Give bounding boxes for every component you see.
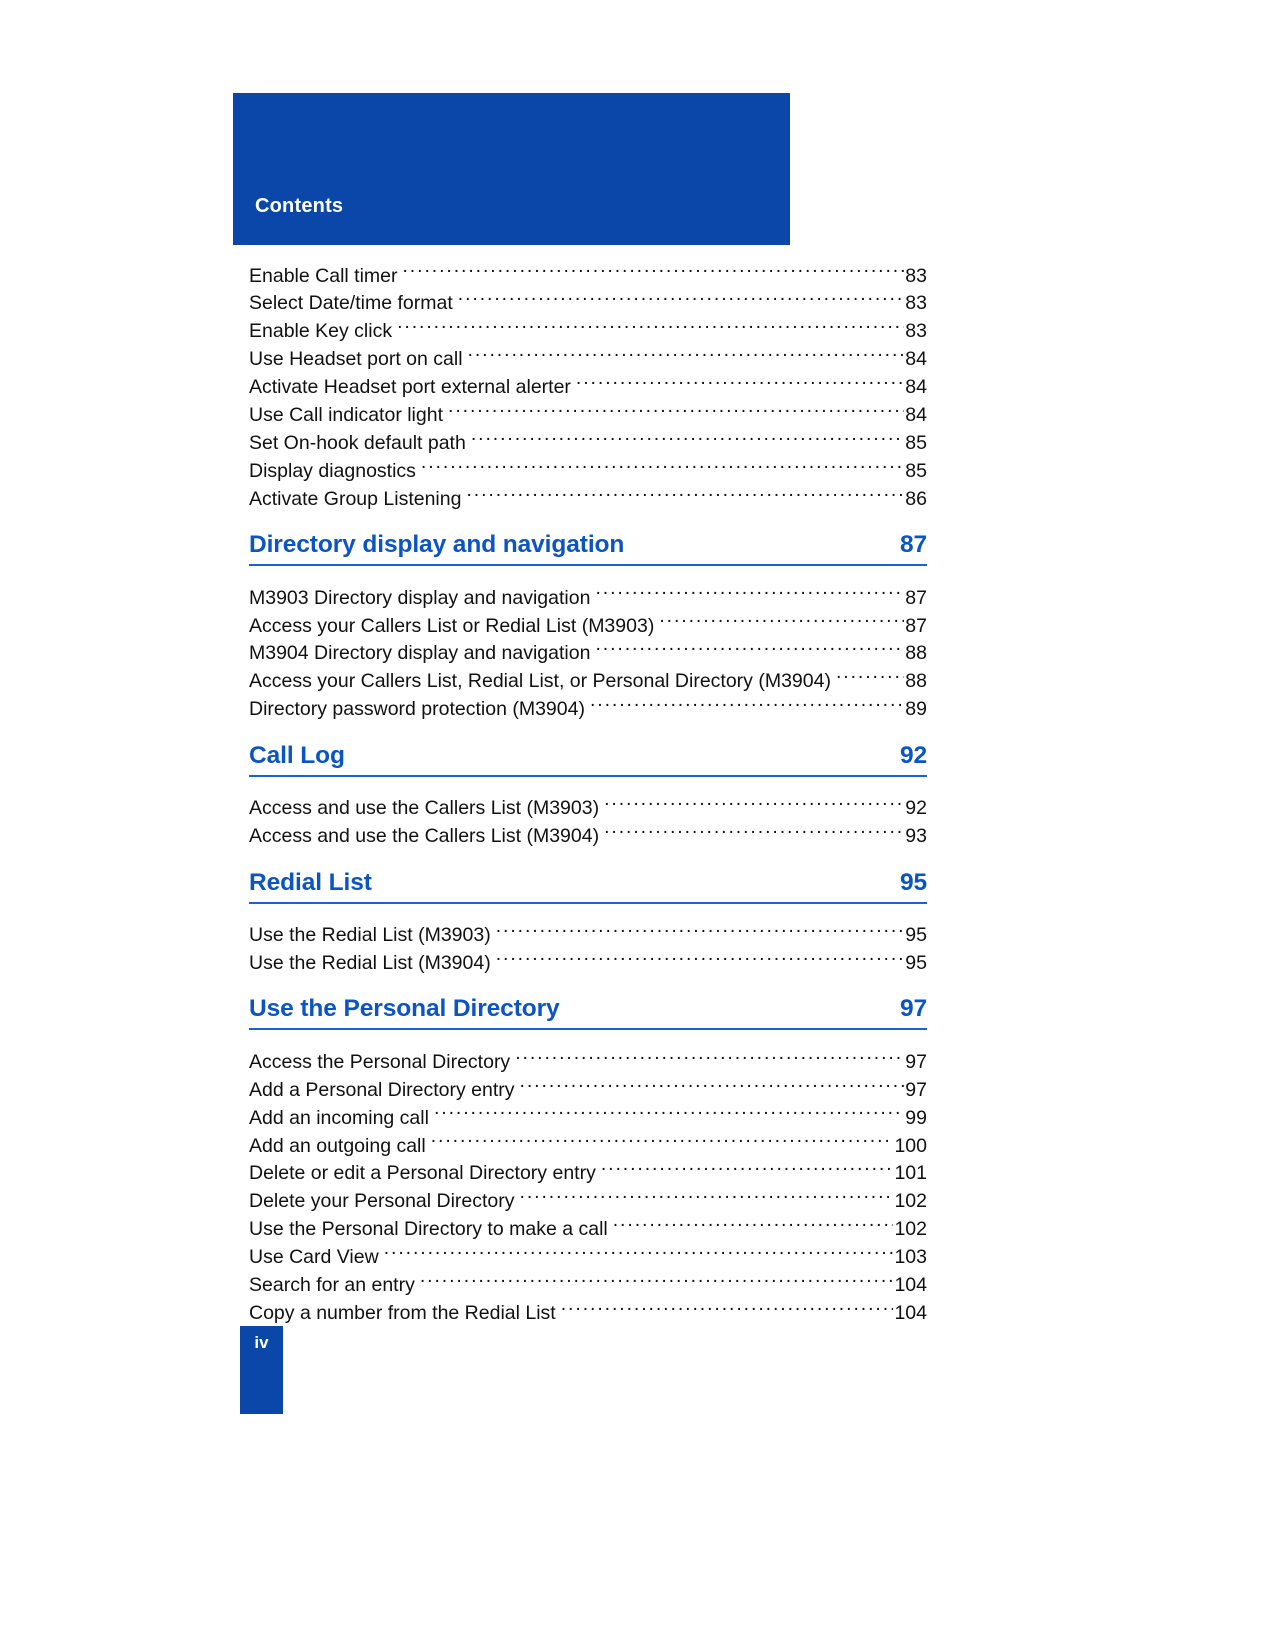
- toc-entry-page-number: 86: [905, 487, 927, 510]
- toc-section-heading[interactable]: [249, 741, 927, 777]
- toc-entry[interactable]: [249, 1244, 927, 1272]
- contents-banner: [233, 93, 790, 245]
- toc-entry-leader-dots: [520, 1076, 905, 1096]
- toc-entry-page-number: 87: [905, 586, 927, 609]
- toc-entry-page-number: 83: [905, 264, 927, 287]
- toc-entry-leader-dots: [471, 429, 904, 449]
- toc-entry-leader-dots: [613, 1216, 894, 1236]
- toc-entry[interactable]: [249, 346, 927, 374]
- toc-entry-leader-dots: [604, 823, 904, 843]
- toc-entry-label: Copy a number from the Redial List: [249, 1301, 556, 1324]
- table-of-contents: [249, 262, 927, 1327]
- toc-entry[interactable]: [249, 1188, 927, 1216]
- toc-entry-label: Add an incoming call: [249, 1106, 429, 1129]
- toc-entry-label: Select Date/time format: [249, 292, 453, 315]
- toc-section-rule: [249, 564, 927, 566]
- toc-section-heading[interactable]: [249, 868, 927, 904]
- toc-entry-label: Enable Key click: [249, 320, 393, 343]
- toc-section-page-number: 95: [899, 868, 927, 896]
- toc-entry[interactable]: [249, 402, 927, 430]
- toc-entry-page-number: 87: [905, 614, 927, 637]
- toc-entry-page-number: 102: [894, 1190, 927, 1213]
- toc-section-heading-row: [249, 994, 927, 1024]
- toc-entry-label: Directory password protection (M3904): [249, 698, 585, 721]
- toc-entry[interactable]: [249, 374, 927, 402]
- toc-entry-page-number: 104: [894, 1301, 927, 1324]
- toc-entry-leader-dots: [420, 1272, 894, 1292]
- toc-entry[interactable]: [249, 668, 927, 696]
- toc-entry-leader-dots: [397, 318, 904, 338]
- toc-entry-label: Access your Callers List or Redial List (M3903): [249, 614, 655, 637]
- toc-entry[interactable]: [249, 429, 927, 457]
- toc-entry-leader-dots: [431, 1132, 894, 1152]
- toc-entry-label: Access your Callers List, Redial List, or Personal Directory (M3904): [249, 670, 831, 693]
- toc-entry[interactable]: [249, 1132, 927, 1160]
- toc-entry-page-number: 92: [905, 797, 927, 820]
- toc-section-title: Call Log: [249, 741, 345, 769]
- toc-entry-group: [249, 584, 927, 724]
- toc-entry-leader-dots: [496, 949, 905, 969]
- toc-entry-page-number: 83: [905, 292, 927, 315]
- toc-section-heading[interactable]: [249, 994, 927, 1030]
- toc-entry-leader-dots: [458, 290, 905, 310]
- toc-entry-label: Delete your Personal Directory: [249, 1190, 515, 1213]
- toc-entry[interactable]: [249, 696, 927, 724]
- toc-entry[interactable]: [249, 1160, 927, 1188]
- toc-section-rule: [249, 902, 927, 904]
- toc-entry[interactable]: [249, 1048, 927, 1076]
- toc-entry[interactable]: [249, 922, 927, 950]
- toc-entry-page-number: 85: [905, 431, 927, 454]
- toc-entry-page-number: 89: [905, 698, 927, 721]
- toc-entry-label: Access the Personal Directory: [249, 1050, 511, 1073]
- toc-entry-page-number: 88: [905, 642, 927, 665]
- toc-entry-page-number: 100: [894, 1134, 927, 1157]
- toc-entry[interactable]: [249, 1076, 927, 1104]
- toc-entry-leader-dots: [836, 668, 904, 688]
- toc-entry-group: [249, 262, 927, 513]
- toc-entry[interactable]: [249, 612, 927, 640]
- toc-entry-leader-dots: [466, 485, 904, 505]
- toc-entry-label: Activate Headset port external alerter: [249, 376, 571, 399]
- toc-entry-label: Use Call indicator light: [249, 404, 444, 427]
- toc-entry-page-number: 83: [905, 320, 927, 343]
- toc-entry-label: M3904 Directory display and navigation: [249, 642, 591, 665]
- toc-entry-page-number: 84: [905, 404, 927, 427]
- toc-entry-label: Add an outgoing call: [249, 1134, 426, 1157]
- toc-entry[interactable]: [249, 1272, 927, 1300]
- toc-entry[interactable]: [249, 949, 927, 977]
- toc-entry-leader-dots: [384, 1244, 894, 1264]
- toc-entry-label: Access and use the Callers List (M3904): [249, 825, 600, 848]
- toc-section-title: Redial List: [249, 868, 372, 896]
- toc-entry-page-number: 95: [905, 951, 927, 974]
- toc-entry[interactable]: [249, 290, 927, 318]
- toc-entry-leader-dots: [590, 696, 904, 716]
- toc-entry-group: [249, 922, 927, 978]
- toc-entry-leader-dots: [402, 262, 904, 282]
- toc-entry-leader-dots: [520, 1188, 894, 1208]
- toc-entry[interactable]: [249, 584, 927, 612]
- toc-entry-leader-dots: [515, 1048, 904, 1068]
- toc-section-rule: [249, 1028, 927, 1030]
- toc-entry[interactable]: [249, 823, 927, 851]
- toc-entry-leader-dots: [595, 584, 904, 604]
- toc-entry-label: Access and use the Callers List (M3903): [249, 797, 600, 820]
- toc-entry-label: Add a Personal Directory entry: [249, 1078, 515, 1101]
- toc-entry[interactable]: [249, 318, 927, 346]
- toc-entry-page-number: 104: [894, 1274, 927, 1297]
- toc-entry-page-number: 102: [894, 1218, 927, 1241]
- toc-section-rule: [249, 775, 927, 777]
- toc-entry-label: M3903 Directory display and navigation: [249, 586, 591, 609]
- toc-section-heading-row: [249, 741, 927, 771]
- toc-entry[interactable]: [249, 485, 927, 513]
- toc-entry-label: Use Card View: [249, 1246, 379, 1269]
- folio-number: iv: [254, 1333, 269, 1352]
- toc-section-page-number: 97: [899, 995, 927, 1023]
- toc-entry-page-number: 97: [905, 1078, 927, 1101]
- toc-entry-label: Activate Group Listening: [249, 487, 462, 510]
- banner-title: Contents: [255, 195, 344, 217]
- toc-entry-label: Search for an entry: [249, 1274, 415, 1297]
- toc-entry-group: [249, 1048, 927, 1327]
- toc-entry[interactable]: [249, 1216, 927, 1244]
- toc-entry-label: Use the Redial List (M3904): [249, 951, 491, 974]
- toc-entry-page-number: 84: [905, 376, 927, 399]
- toc-entry[interactable]: [249, 795, 927, 823]
- toc-entry-page-number: 101: [894, 1162, 927, 1185]
- toc-entry-leader-dots: [448, 402, 904, 422]
- toc-section-page-number: 92: [899, 741, 927, 769]
- toc-entry[interactable]: [249, 457, 927, 485]
- toc-entry-leader-dots: [576, 374, 904, 394]
- toc-entry-leader-dots: [468, 346, 905, 366]
- toc-entry-label: Use Headset port on call: [249, 348, 463, 371]
- toc-entry[interactable]: [249, 262, 927, 290]
- toc-entry-leader-dots: [561, 1299, 894, 1319]
- toc-entry-page-number: 85: [905, 459, 927, 482]
- toc-section-title: Directory display and navigation: [249, 531, 625, 559]
- toc-entry-page-number: 99: [905, 1106, 927, 1129]
- toc-entry-label: Delete or edit a Personal Directory entry: [249, 1162, 596, 1185]
- toc-section-title: Use the Personal Directory: [249, 995, 560, 1023]
- toc-entry-leader-dots: [659, 612, 904, 632]
- toc-entry-page-number: 97: [905, 1050, 927, 1073]
- page-folio-tab: [240, 1326, 283, 1414]
- toc-entry-leader-dots: [496, 922, 905, 942]
- toc-entry-leader-dots: [421, 457, 904, 477]
- toc-entry[interactable]: [249, 1104, 927, 1132]
- toc-entry[interactable]: [249, 1299, 927, 1327]
- toc-entry-page-number: 84: [905, 348, 927, 371]
- toc-entry[interactable]: [249, 640, 927, 668]
- toc-section-heading-row: [249, 530, 927, 560]
- toc-entry-leader-dots: [434, 1104, 904, 1124]
- toc-entry-page-number: 93: [905, 825, 927, 848]
- toc-entry-leader-dots: [595, 640, 904, 660]
- toc-entry-label: Use the Personal Directory to make a call: [249, 1218, 608, 1241]
- toc-entry-page-number: 103: [894, 1246, 927, 1269]
- toc-entry-label: Display diagnostics: [249, 459, 416, 482]
- toc-entry-label: Enable Call timer: [249, 264, 398, 287]
- toc-entry-page-number: 95: [905, 924, 927, 946]
- toc-section-page-number: 87: [899, 531, 927, 559]
- toc-entry-group: [249, 795, 927, 851]
- toc-entry-label: Use the Redial List (M3903): [249, 924, 491, 946]
- toc-section-heading-row: [249, 868, 927, 898]
- toc-entry-leader-dots: [601, 1160, 894, 1180]
- toc-entry-label: Set On-hook default path: [249, 431, 466, 454]
- toc-entry-leader-dots: [604, 795, 904, 815]
- toc-entry-page-number: 88: [905, 670, 927, 693]
- toc-section-heading[interactable]: [249, 530, 927, 566]
